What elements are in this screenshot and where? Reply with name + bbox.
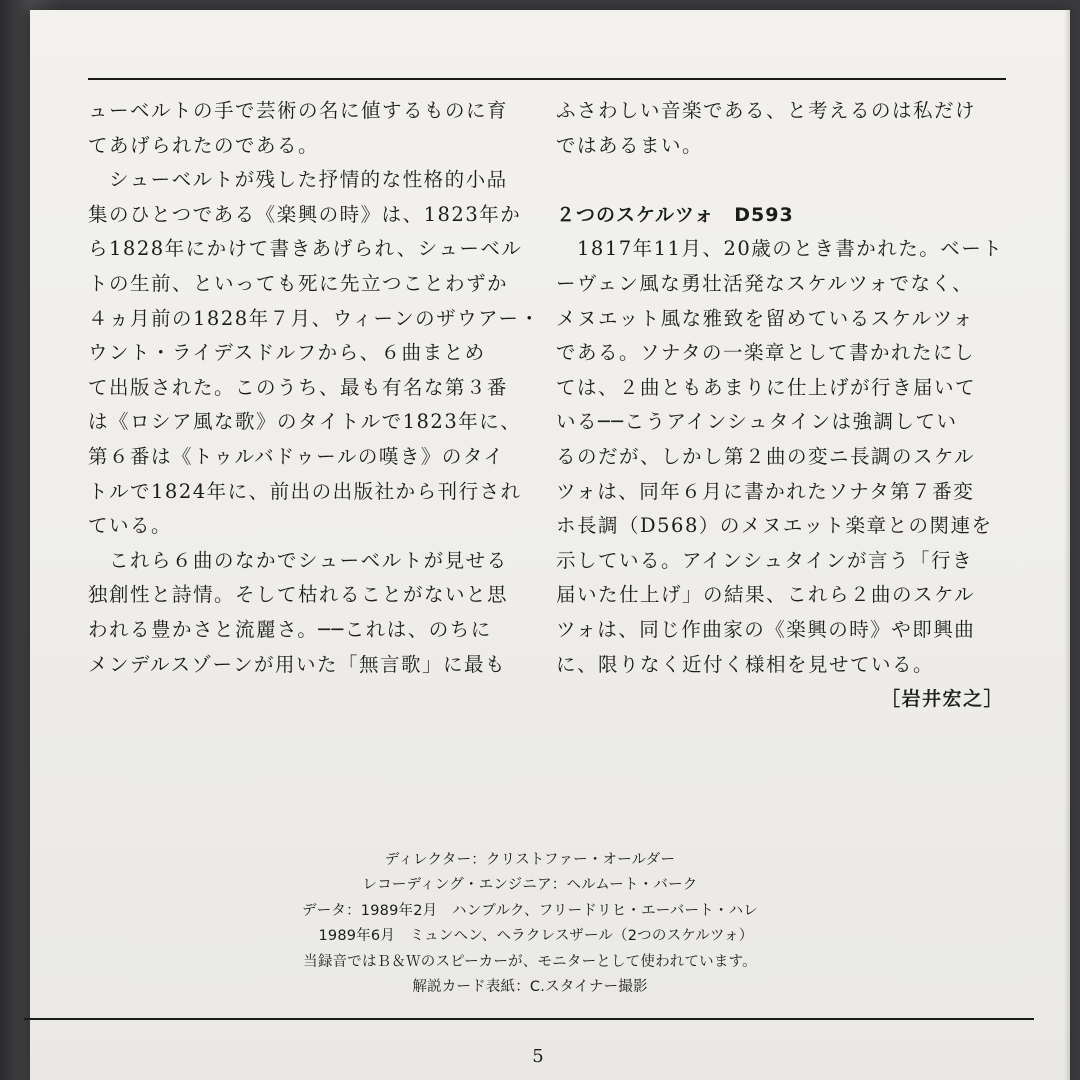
credit-speaker-note: 当録音ではＢ＆Ｗのスピーカーが、モニターとして使われています。 [303, 953, 757, 970]
text-line: いる──こうアインシュタインは強調してい [556, 410, 958, 434]
text-line: 独創性と詩情。そして枯れることがないと思 [88, 583, 509, 607]
credits-block [30, 848, 1030, 1000]
text-line: これら６曲のなかでシューベルトが見せる [88, 548, 508, 572]
text-line: ふさわしい音楽である、と考えるのは私だけ [556, 99, 977, 122]
text-line: ホ長調（D568）のメヌエット楽章との関連を [556, 514, 993, 538]
text-line: トの生前、といっても死に先立つことわずか [88, 271, 509, 295]
text-line: ４ヵ月前の1828年７月、ウィーンのザウアー・ [88, 306, 541, 330]
text-line: て出版された。このうち、最も有名な第３番 [88, 375, 509, 399]
bottom-rule [24, 1018, 1034, 1020]
page-edge-shadow [1064, 10, 1070, 1080]
text-line: メンデルスゾーンが用いた「無言歌」に最も [88, 652, 507, 676]
left-column [88, 94, 540, 682]
spacer [556, 163, 1008, 198]
text-line: 示している。アインシュタインが言う「行き [556, 548, 973, 572]
text-line: 1817年11月、20歳のとき書かれた。ベート [556, 237, 1004, 261]
text-line: 届いた仕上げ」の結果、これら２曲のスケル [556, 583, 976, 607]
text-line: メヌエット風な雅致を留めているスケルツォ [556, 306, 974, 330]
text-line: ては、２曲ともあまりに仕上げが行き届いて [556, 375, 977, 399]
text-line: に、限りなく近付く様相を見せている。 [556, 652, 935, 676]
text-line: ウント・ライデスドルフから、６曲まとめ [88, 341, 486, 365]
text-line: ら1828年にかけて書きあげられ、シューベル [88, 237, 523, 261]
credit-engineer: レコーディング・エンジニア：ヘルムート・バーク [362, 877, 698, 894]
text-line: ている。 [88, 514, 173, 538]
text-line: ツォは、同年６月に書かれたソナタ第７番変 [556, 479, 975, 503]
credit-recording-data: データ：1989年2月 ハンブルク、フリードリヒ・エーバート・ハレ [302, 902, 758, 919]
section-heading: ２つのスケルツォ D593 [556, 203, 794, 226]
booklet-page [30, 10, 1070, 1080]
text-line: るのだが、しかし第２曲の変ニ長調のスケル [556, 444, 976, 468]
text-line: である。ソナタの一楽章として書かれたにし [556, 341, 976, 365]
text-line: トルで1824年に、前出の出版社から刊行され [88, 479, 522, 503]
text-line: てあげられたのである。 [88, 133, 320, 157]
text-line: シューベルトが残した抒情的な性格的小品 [88, 168, 508, 192]
top-rule [88, 78, 1006, 80]
text-line: 第６番は《トゥルバドゥールの嘆き》のタイ [88, 444, 505, 468]
text-line: 集のひとつである《楽興の時》は、1823年か [88, 202, 522, 226]
author-signature: ［岩井宏之］ [880, 688, 1004, 711]
right-column [556, 94, 1008, 717]
text-line: ではあるまい。 [556, 133, 704, 157]
credit-director: ディレクター：クリストファー・オールダー [384, 852, 676, 868]
text-line: ューベルトの手で芸術の名に値するものに育 [88, 99, 509, 122]
page-number: 5 [532, 1046, 544, 1067]
text-line: ツォは、同じ作曲家の《楽興の時》や即興曲 [556, 617, 976, 641]
credit-recording-data-2: 1989年6月 ミュンヘン、ヘラクレスザール（2つのスケルツォ） [318, 928, 754, 945]
text-line: われる豊かさと流麗さ。──これは、のちに [88, 617, 492, 641]
text-line: ーヴェン風な勇壮活発なスケルツォでなく、 [556, 271, 974, 295]
text-line: は《ロシア風な歌》のタイトルで1823年に、 [88, 410, 522, 434]
credit-cover-photo: 解説カード表紙：C.スタイナー撮影 [412, 978, 648, 995]
